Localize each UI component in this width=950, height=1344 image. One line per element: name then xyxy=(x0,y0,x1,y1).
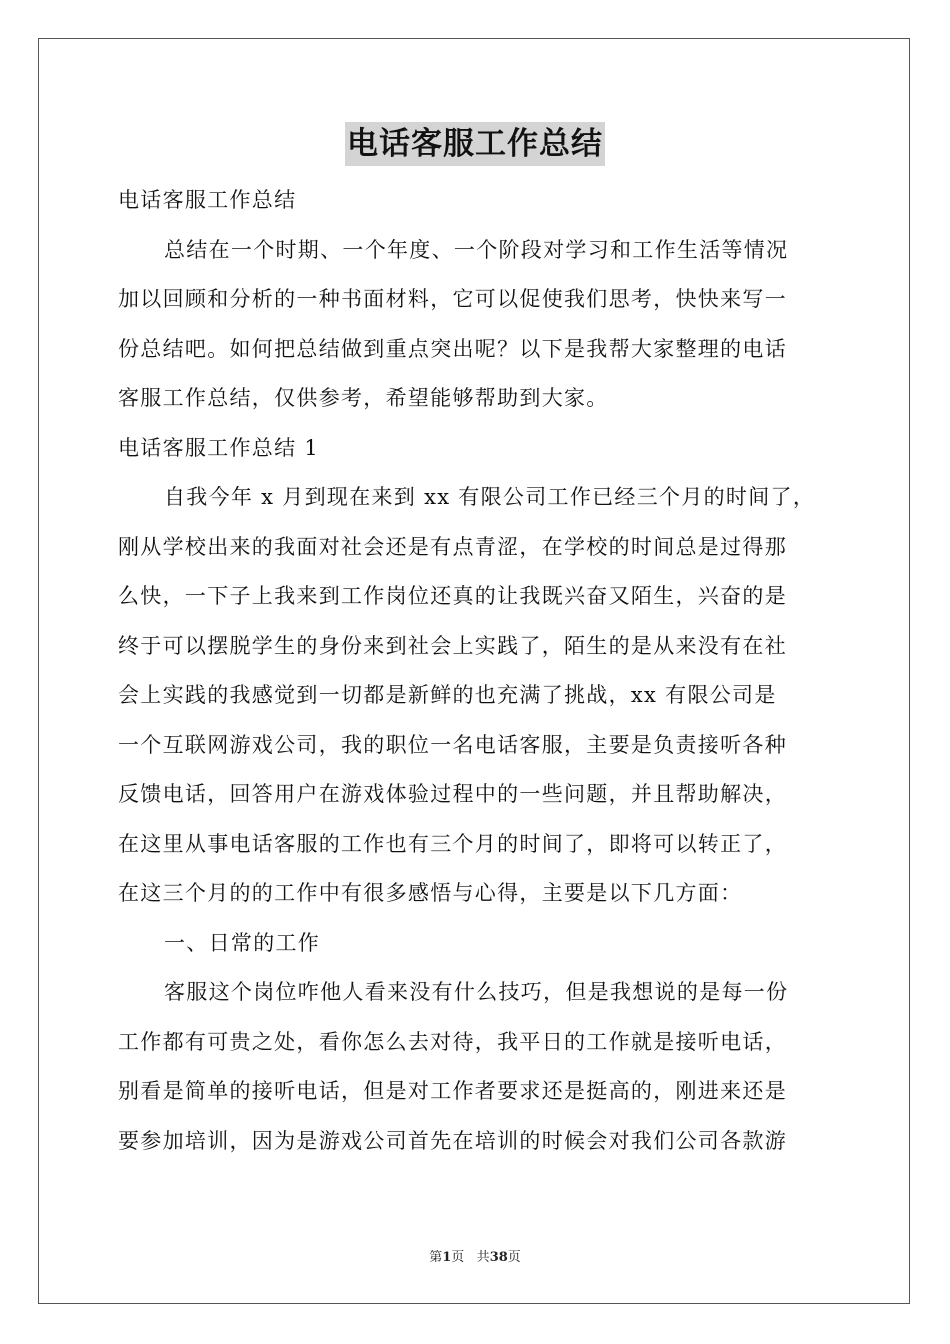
text-line: 自我今年 x 月到现在来到 xx 有限公司工作已经三个月的时间了， xyxy=(164,485,816,509)
text-line: 别看是简单的接听电话，但是对工作者要求还是挺高的，刚进来还是 xyxy=(118,1079,787,1103)
document-body xyxy=(118,176,834,1166)
page-footer xyxy=(0,1246,950,1265)
page-suffix: 页 xyxy=(451,1250,465,1265)
text-line: 在这三个月的的工作中有很多感悟与心得，主要是以下几方面： xyxy=(118,881,743,905)
text-line: 加以回顾和分析的一种书面材料，它可以促使我们思考，快快来写一 xyxy=(118,287,787,311)
text-line: 在这里从事电话客服的工作也有三个月的时间了，即将可以转正了， xyxy=(118,831,787,856)
text-line: 么快，一下子上我来到工作岗位还真的让我既兴奋又陌生，兴奋的是 xyxy=(118,584,787,608)
text-line: 一个互联网游戏公司，我的职位一名电话客服，主要是负责接听各种 xyxy=(118,732,787,757)
total-pages: 38 xyxy=(489,1250,508,1265)
page-prefix: 第 xyxy=(429,1250,443,1265)
text-line: 反馈电话，回答用户在游戏体验过程中的一些问题，并且帮助解决， xyxy=(118,782,787,806)
text-line: 会上实践的我感觉到一切都是新鲜的也充满了挑战，xx 有限公司是 xyxy=(118,683,777,707)
text-line: 电话客服工作总结 xyxy=(118,188,297,212)
text-line: 份总结吧。如何把总结做到重点突出呢？以下是我帮大家整理的电话 xyxy=(118,336,787,361)
text-line: 电话客服工作总结 1 xyxy=(118,435,320,460)
total-suffix: 页 xyxy=(507,1250,521,1265)
text-line: 工作都有可贵之处，看你怎么去对待，我平日的工作就是接听电话， xyxy=(118,1029,787,1054)
text-line: 刚从学校出来的我面对社会还是有点青涩，在学校的时间总是过得那 xyxy=(118,534,787,559)
text-line: 客服这个岗位咋他人看来没有什么技巧，但是我想说的是每一份 xyxy=(164,980,789,1004)
total-prefix: 共 xyxy=(476,1250,490,1265)
text-line: 要参加培训，因为是游戏公司首先在培训的时候会对我们公司各款游 xyxy=(118,1128,787,1153)
text-line: 总结在一个时期、一个年度、一个阶段对学习和工作生活等情况 xyxy=(164,237,789,262)
text-line: 一、日常的工作 xyxy=(164,930,321,955)
document-title: 电话客服工作总结 xyxy=(345,122,605,166)
text-line: 客服工作总结，仅供参考，希望能够帮助到大家。 xyxy=(118,386,609,410)
page-number: 1 xyxy=(442,1250,452,1265)
text-line: 终于可以摆脱学生的身份来到社会上实践了，陌生的是从来没有在社 xyxy=(118,633,787,658)
title-container xyxy=(0,122,950,166)
